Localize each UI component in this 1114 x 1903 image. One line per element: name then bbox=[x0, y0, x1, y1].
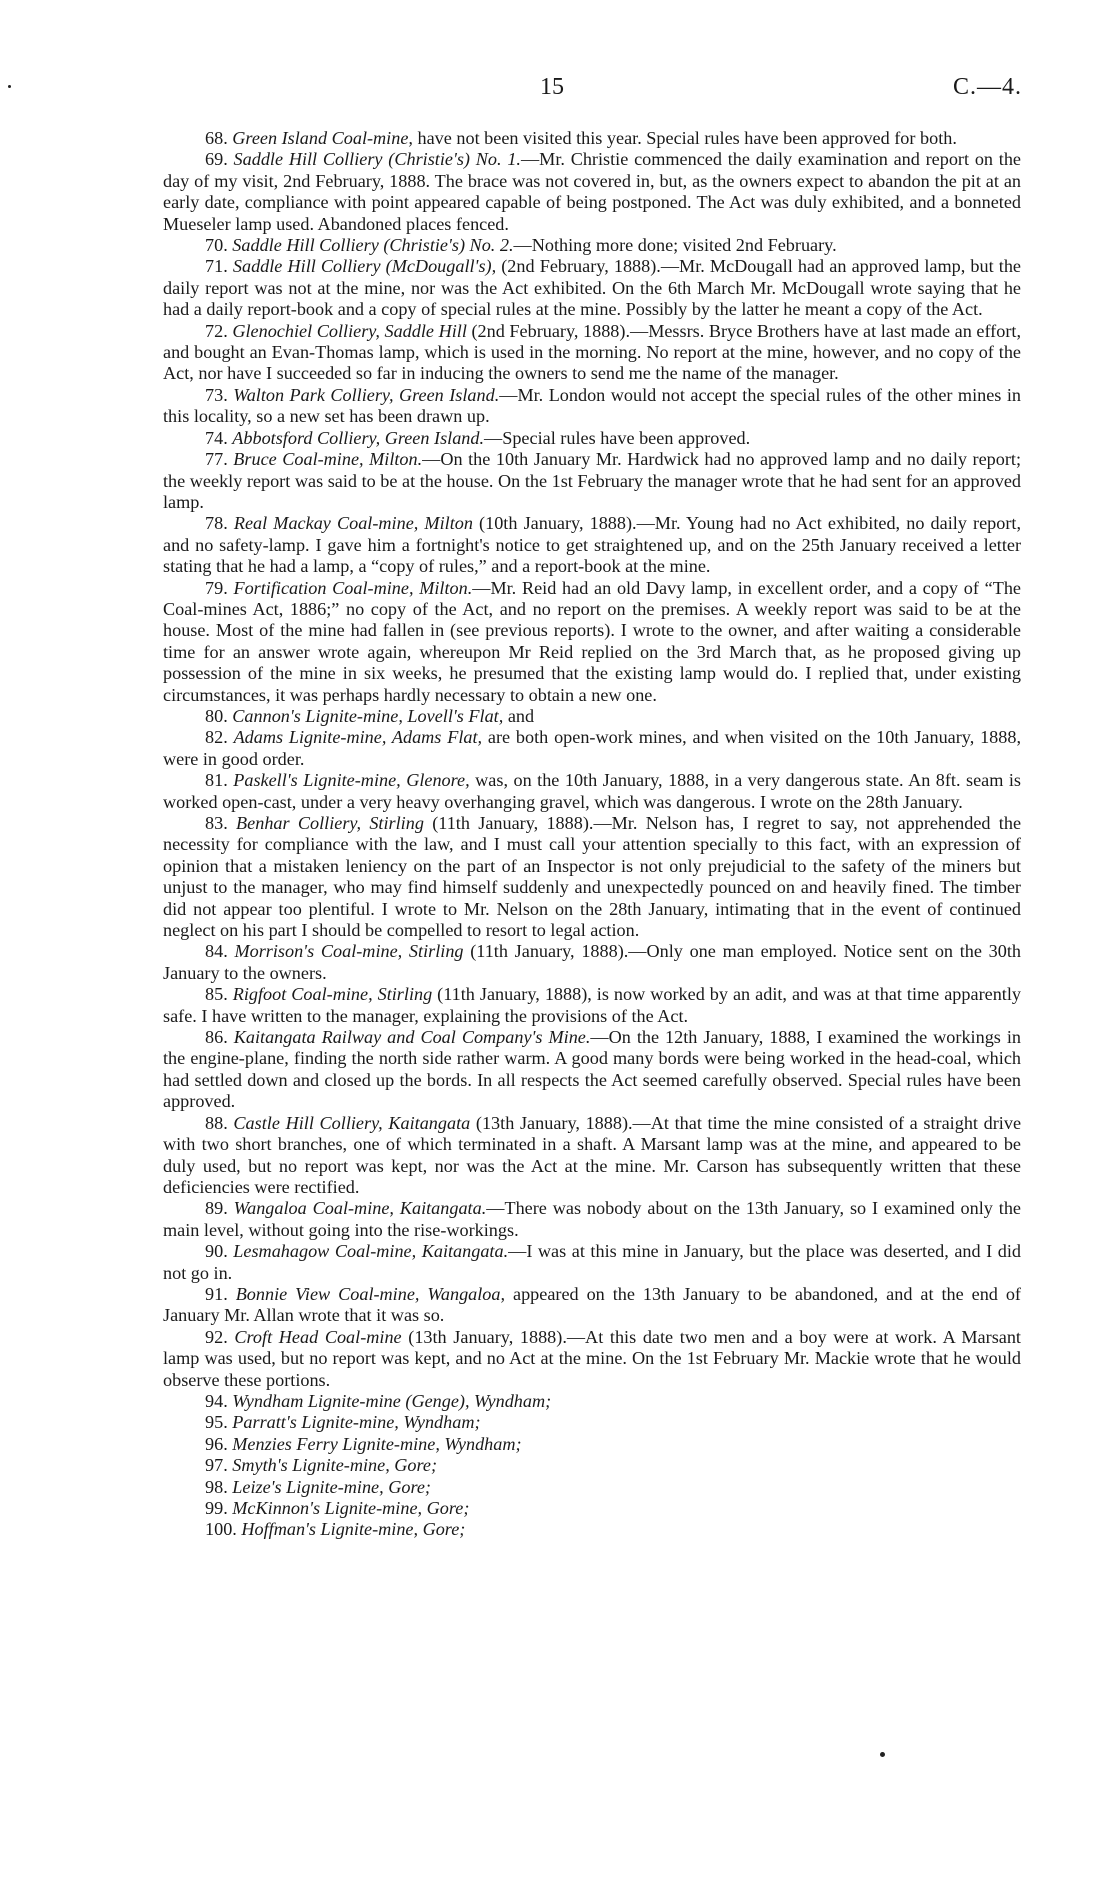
paragraph-number: 95. bbox=[205, 1412, 228, 1433]
document-reference: C.—4. bbox=[952, 74, 1022, 100]
paragraph-text: (11th January, 1888), is now worked by an adit, and was at that time apparently safe. I have written to the manager, explaining the provisions of the Act. bbox=[163, 984, 1021, 1026]
mine-name: Wangaloa Coal-mine, Kaitangata. bbox=[233, 1198, 487, 1219]
paragraph-text: have not been visited this year. Special rules have been approved for both. bbox=[412, 128, 957, 148]
paragraph-text: —Special rules have been approved. bbox=[484, 427, 751, 448]
mine-name: Glenochiel Colliery, Saddle Hill bbox=[232, 320, 467, 341]
paragraph-number: 97. bbox=[205, 1455, 228, 1476]
report-paragraph bbox=[163, 727, 1021, 770]
mine-name: McKinnon's Lignite-mine, Gore; bbox=[232, 1498, 470, 1518]
mine-name: Leize's Lignite-mine, Gore; bbox=[232, 1476, 431, 1497]
page-number: 15 bbox=[540, 74, 564, 100]
report-paragraph bbox=[163, 706, 1021, 727]
paragraph-number: 68. bbox=[205, 128, 228, 148]
paragraph-text: —There was nobody about on the 13th January, so I examined only the main level, without going into the rise-workings. bbox=[163, 1198, 1022, 1240]
report-paragraph bbox=[163, 1327, 1021, 1391]
paragraph-text: —On the 12th January, 1888, I examined the workings in the engine-plane, finding the north side rather warm. A good many bords were being worked in the head-coal, which had settled down and closed up the bords. In all respects the Act seemed carefully observed. Special rules have been approved. bbox=[163, 1027, 1022, 1112]
report-paragraph bbox=[163, 813, 1021, 941]
paragraph-number: 90. bbox=[205, 1241, 228, 1262]
report-paragraph bbox=[163, 1477, 1021, 1498]
mine-name: Smyth's Lignite-mine, Gore; bbox=[232, 1455, 438, 1476]
paragraph-number: 73. bbox=[205, 384, 228, 405]
paragraph-text: —Mr. Christie commenced the daily examination and report on the day of my visit, 2nd February, 1888. The brace was not covered in, but, as the owners expect to abandon the pit at an early date, compliance with point appeared capable of being postponed. The Act was duly exhibited, and a bonneted Mueseler lamp used. Abandoned places fenced. bbox=[163, 149, 1022, 234]
paragraph-number: 86. bbox=[205, 1027, 228, 1048]
paragraph-text: (13th January, 1888).—At that time the mine consisted of a straight drive with two short branches, one of which terminated in a shaft. A Marsant lamp was at the mine, and appeared to be duly used, but no report was kept, nor was the Act at the mine. Mr. Carson has subsequently written that these deficiencies were rectified. bbox=[163, 1112, 1022, 1197]
paragraph-text: —Mr. London would not accept the special rules of the other mines in this locality, so a new set has been drawn up. bbox=[163, 384, 1021, 427]
paragraph-number: 82. bbox=[205, 727, 228, 748]
report-paragraph bbox=[163, 1434, 1021, 1455]
paragraph-text: (2nd February, 1888).—Messrs. Bryce Brothers have at last made an effort, and bought an Evan-Thomas lamp, which is used in the morning. No report at the mine, however, and no copy of the Act, nor have I succeeded so far in inducing the owners to send me the name of the manager. bbox=[163, 320, 1021, 384]
mine-name: Saddle Hill Colliery (McDougall's), bbox=[232, 256, 497, 277]
mine-name: Saddle Hill Colliery (Christie's) No. 2. bbox=[232, 235, 514, 256]
mine-name: Rigfoot Coal-mine, Stirling bbox=[232, 984, 433, 1005]
mine-name: Adams Lignite-mine, Adams Flat, bbox=[233, 727, 483, 748]
mine-name: Bonnie View Coal-mine, Wangaloa, bbox=[235, 1283, 506, 1304]
paragraph-text: (2nd February, 1888).—Mr. McDougall had an approved lamp, but the daily report was not at the mine, nor was the Act exhibited. On the 6th March Mr. McDougall wrote saying that he had a daily report-book and a copy of special rules at the mine. Possibly by the latter he meant a copy of the Act. bbox=[163, 256, 1021, 320]
report-paragraph bbox=[163, 1113, 1021, 1199]
mine-name: Castle Hill Colliery, Kaitangata bbox=[233, 1112, 471, 1133]
paragraph-number: 74. bbox=[205, 427, 228, 448]
paragraph-text: (10th January, 1888).—Mr. Young had no Act exhibited, no daily report, and no safety-lamp. I gave him a fortnight's notice to get straightened up, and on the 25th January received a letter stating that he had a lamp, a “copy of rules,” and a report-book at the mine. bbox=[163, 513, 1021, 577]
report-paragraph bbox=[163, 321, 1021, 385]
paragraph-text: —On the 10th January Mr. Hardwick had no approved lamp and no daily report; the weekly report was said to be at the house. On the 1st February the manager wrote that he had sent for an approved lamp. bbox=[163, 449, 1021, 512]
paragraph-text: was, on the 10th January, 1888, in a very dangerous state. An 8ft. seam is worked open-cast, under a very heavy overhanging gravel, which was dangerous. I wrote on the 28th January. bbox=[163, 770, 1022, 812]
report-paragraph bbox=[163, 256, 1021, 320]
report-paragraph bbox=[163, 513, 1021, 577]
mine-name: Paskell's Lignite-mine, Glenore, bbox=[233, 770, 470, 791]
report-paragraph bbox=[163, 449, 1021, 513]
paragraph-number: 89. bbox=[205, 1198, 228, 1219]
paragraph-number: 91. bbox=[205, 1283, 228, 1304]
paragraph-number: 70. bbox=[205, 235, 228, 256]
mine-name: Fortification Coal-mine, Milton. bbox=[233, 577, 473, 598]
mine-name: Menzies Ferry Lignite-mine, Wyndham; bbox=[232, 1433, 522, 1454]
paragraph-number: 85. bbox=[205, 984, 228, 1005]
paragraph-text: are both open-work mines, and when visited on the 10th January, 1888, were in good order. bbox=[163, 727, 1022, 769]
report-paragraph bbox=[163, 941, 1021, 984]
paragraph-text: and bbox=[503, 705, 535, 726]
report-paragraph bbox=[163, 1498, 1021, 1519]
paragraph-number: 96. bbox=[205, 1433, 228, 1454]
report-paragraph bbox=[163, 1198, 1021, 1241]
paragraph-number: 79. bbox=[205, 577, 228, 598]
report-paragraph bbox=[163, 1027, 1021, 1113]
mine-name: Croft Head Coal-mine bbox=[234, 1326, 402, 1347]
paragraph-number: 80. bbox=[205, 705, 228, 726]
paragraph-text: —Nothing more done; visited 2nd February. bbox=[513, 235, 837, 256]
mine-name: Walton Park Colliery, Green Island. bbox=[233, 384, 500, 405]
paragraph-text: —I was at this mine in January, but the place was deserted, and I did not go in. bbox=[163, 1241, 1021, 1283]
margin-speck bbox=[880, 1752, 885, 1757]
paragraph-text: appeared on the 13th January to be abandoned, and at the end of January Mr. Allan wrote that it was so. bbox=[163, 1283, 1021, 1326]
mine-name: Cannon's Lignite-mine, Lovell's Flat, bbox=[232, 705, 504, 726]
paragraph-number: 84. bbox=[205, 941, 228, 962]
report-paragraph bbox=[163, 385, 1021, 428]
paragraph-text: (13th January, 1888).—At this date two men and a boy were at work. A Marsant lamp was used, but no report was kept, and no Act at the mine. On the 1st February Mr. Mackie wrote that he would observe these portions. bbox=[163, 1326, 1021, 1390]
paragraph-number: 72. bbox=[205, 320, 228, 341]
paragraph-number: 100. bbox=[205, 1519, 237, 1540]
mine-name: Bruce Coal-mine, Milton. bbox=[233, 449, 423, 470]
mine-name: Morrison's Coal-mine, Stirling bbox=[234, 941, 464, 962]
report-paragraph bbox=[163, 1241, 1021, 1284]
paragraph-text: (11th January, 1888).—Only one man employed. Notice sent on the 30th January to the owners. bbox=[163, 941, 1022, 983]
paragraph-number: 98. bbox=[205, 1476, 228, 1497]
paragraph-number: 99. bbox=[205, 1498, 228, 1518]
paragraph-number: 77. bbox=[205, 449, 228, 470]
mine-name: Lesmahagow Coal-mine, Kaitangata. bbox=[233, 1241, 509, 1262]
report-paragraph bbox=[163, 1391, 1021, 1412]
mine-name: Hoffman's Lignite-mine, Gore; bbox=[241, 1519, 466, 1540]
report-body bbox=[163, 128, 1021, 1541]
mine-name: Kaitangata Railway and Coal Company's Mine. bbox=[233, 1027, 591, 1048]
report-paragraph bbox=[163, 1455, 1021, 1476]
paragraph-text: (11th January, 1888).—Mr. Nelson has, I regret to say, not apprehended the necessity for compliance with the law, and I must call your attention specially to this fact, with an expression of opinion that a mistaken leniency on the part of an Inspector is not only prejudicial to the safety of the miners but unjust to the manager, who may find himself suddenly and unexpectedly pounced on and heavily fined. The timber did not appear too plentiful. I wrote to Mr. Nelson on the 28th January, intimating that in the event of continued neglect on his part I should be compelled to resort to legal action. bbox=[163, 813, 1022, 941]
paragraph-number: 92. bbox=[205, 1326, 228, 1347]
mine-name: Green Island Coal-mine, bbox=[232, 128, 413, 148]
mine-name: Saddle Hill Colliery (Christie's) No. 1. bbox=[233, 149, 521, 170]
paragraph-text: —Mr. Reid had an old Davy lamp, in excellent order, and a copy of “The Coal-mines Act, 1886;” no copy of the Act, and no report on the premises. A weekly report was said to be at the house. Most of the mine had fallen in (see previous reports). I wrote to the owner, and after waiting a considerable time for an answer wrote again, whereupon Mr Reid replied on the 3rd March that, as he proposed giving up possession of the mine in six weeks, he presumed that the existing lamp would do. I replied that, under existing circumstances, it was perhaps hardly necessary to obtain a new one. bbox=[163, 577, 1021, 705]
report-paragraph bbox=[163, 428, 1021, 449]
report-paragraph bbox=[163, 1519, 1021, 1540]
paragraph-number: 94. bbox=[205, 1390, 228, 1411]
report-paragraph bbox=[163, 235, 1021, 256]
mine-name: Real Mackay Coal-mine, Milton bbox=[233, 513, 473, 534]
report-paragraph bbox=[163, 770, 1021, 813]
report-paragraph bbox=[163, 1284, 1021, 1327]
mine-name: Wyndham Lignite-mine (Genge), Wyndham; bbox=[232, 1390, 552, 1411]
paragraph-number: 81. bbox=[205, 770, 228, 791]
report-paragraph bbox=[163, 984, 1021, 1027]
report-paragraph bbox=[163, 578, 1021, 706]
report-paragraph bbox=[163, 128, 1021, 149]
paragraph-number: 71. bbox=[205, 256, 228, 277]
paragraph-number: 83. bbox=[205, 813, 228, 833]
mine-name: Abbotsford Colliery, Green Island. bbox=[232, 427, 485, 448]
mine-name: Parratt's Lignite-mine, Wyndham; bbox=[232, 1412, 481, 1433]
margin-speck bbox=[8, 85, 11, 88]
report-paragraph bbox=[163, 149, 1021, 235]
paragraph-number: 88. bbox=[205, 1112, 228, 1133]
report-paragraph bbox=[163, 1412, 1021, 1433]
paragraph-number: 69. bbox=[205, 149, 228, 170]
mine-name: Benhar Colliery, Stirling bbox=[236, 813, 424, 833]
paragraph-number: 78. bbox=[205, 513, 228, 534]
